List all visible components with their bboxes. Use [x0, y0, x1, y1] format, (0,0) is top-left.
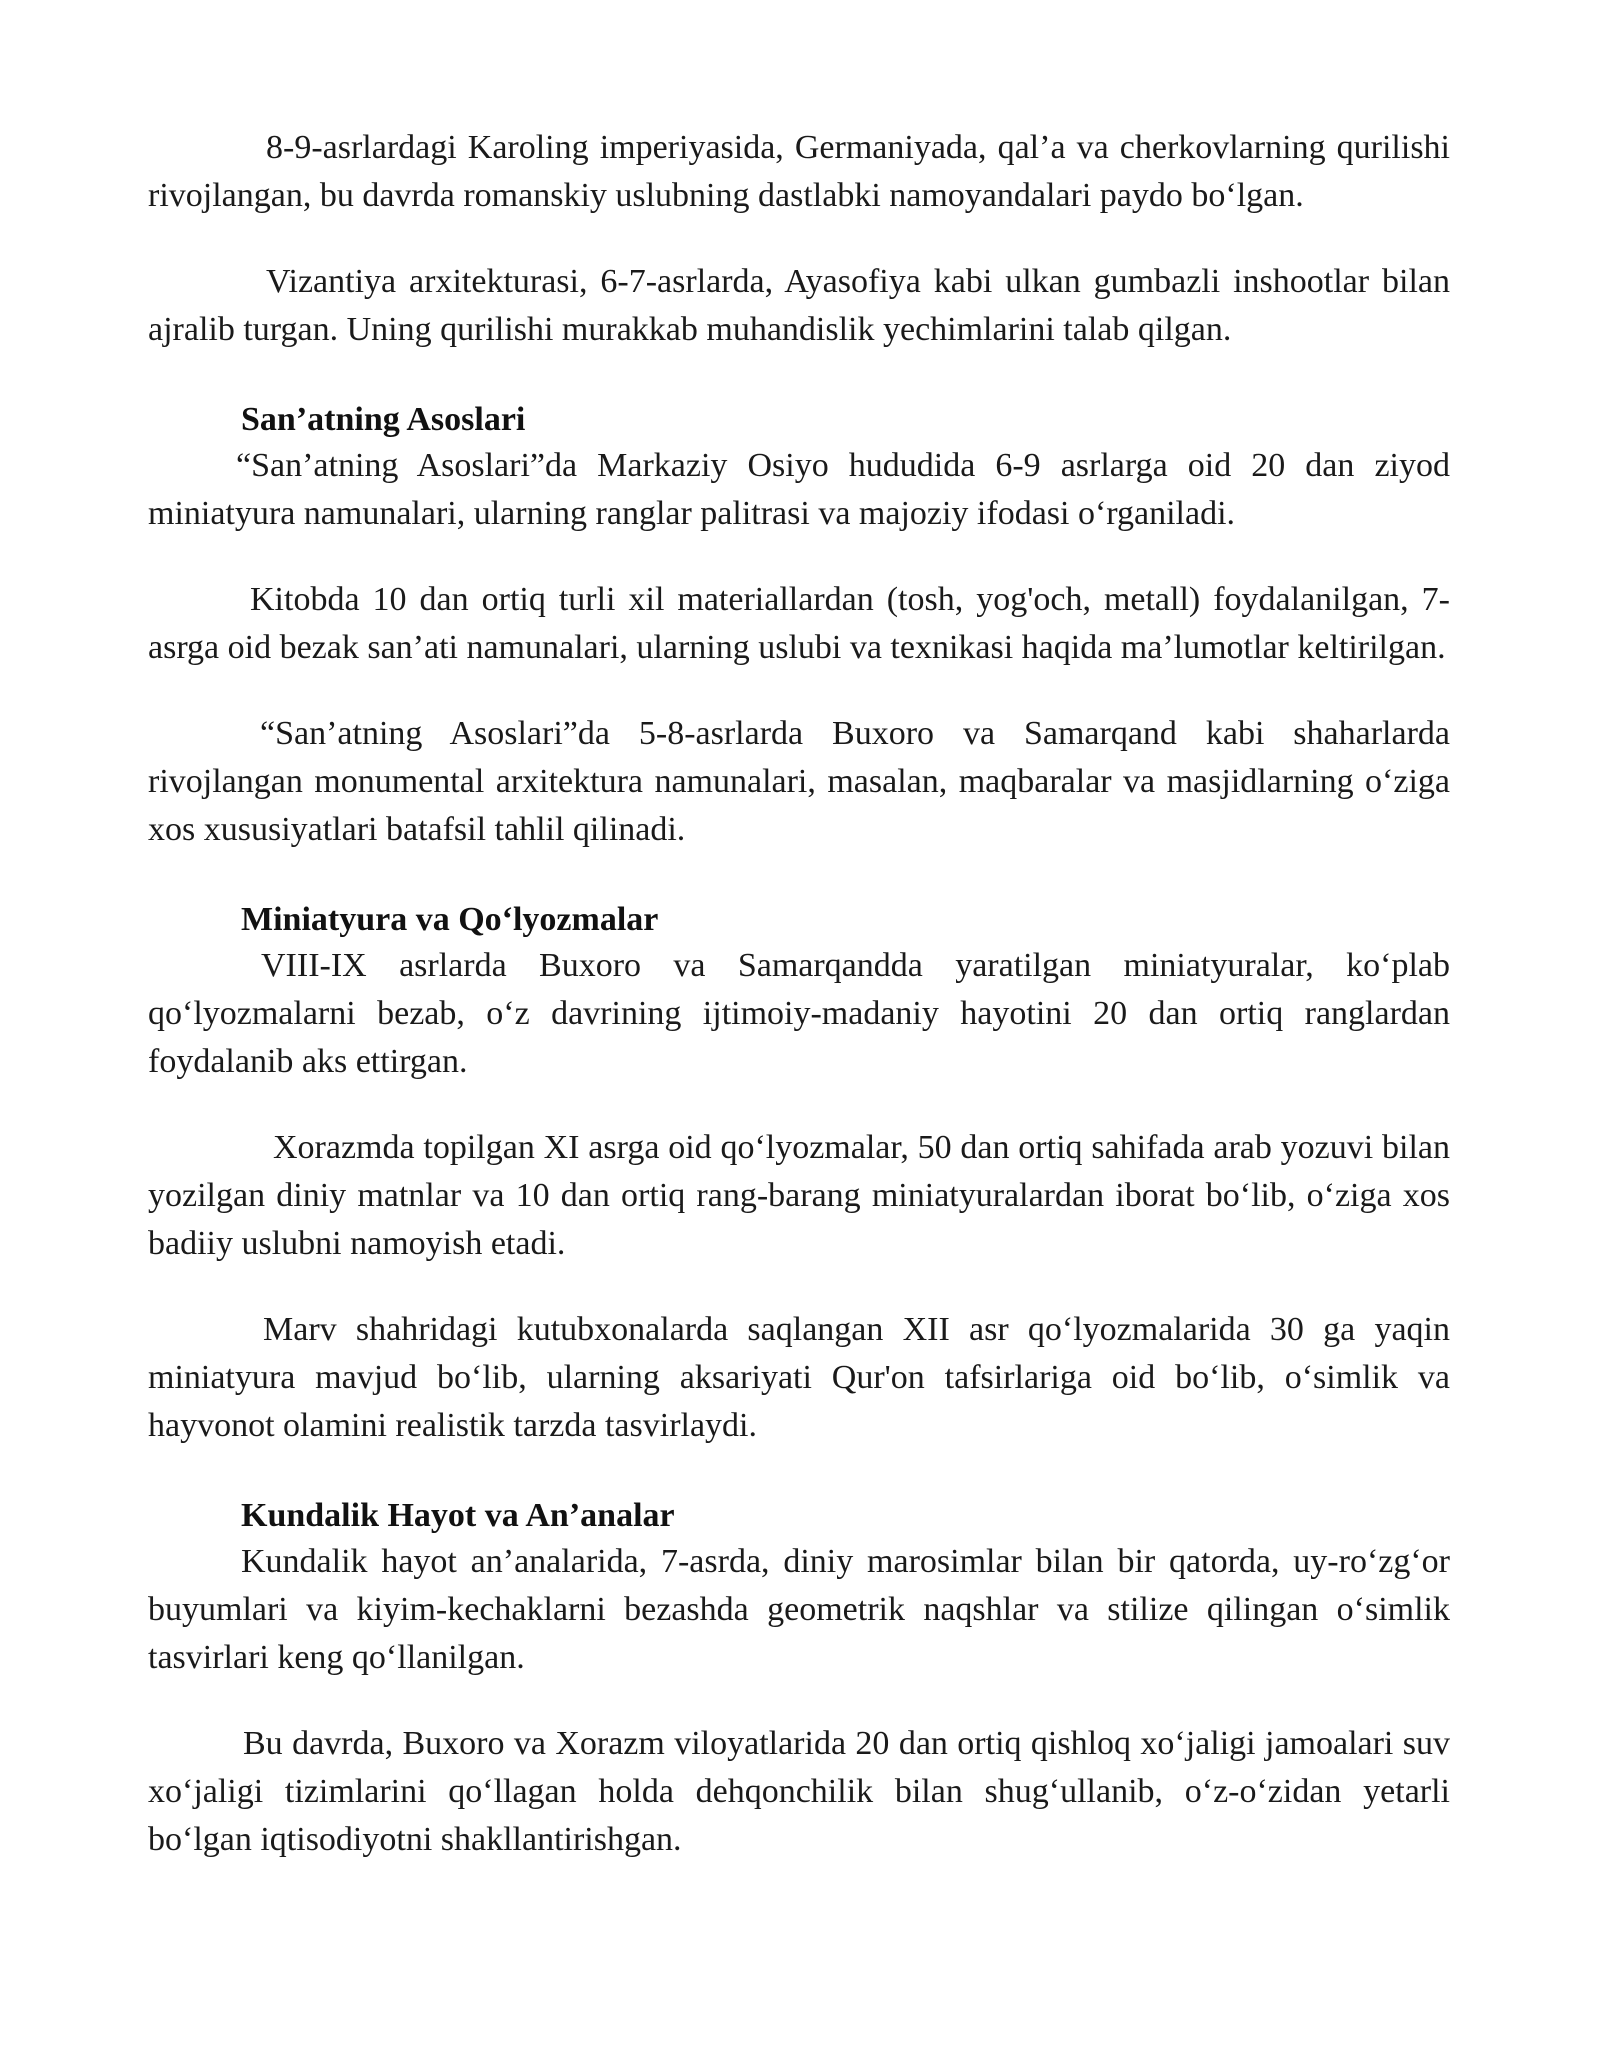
- paragraph: Vizantiya arxitekturasi, 6-7-asrlarda, Ayasofiya kabi ulkan gumbazli inshootlar bilan ajralib turgan. Uning qurilishi murakkab muhandislik yechimlarini talab qilgan.: [148, 263, 1450, 348]
- paragraph: VIII-IX asrlarda Buxoro va Samarqandda yaratilgan miniatyuralar, ko‘plab qo‘lyozmalarni bezab, o‘z davrining ijtimoiy-madaniy hayotini 20 dan ortiq ranglardan foydalanib aks ettirgan.: [148, 947, 1450, 1080]
- section-heading: San’atning Asoslari: [241, 401, 526, 438]
- paragraph: 8-9-asrlardagi Karoling imperiyasida, Germaniyada, qal’a va cherkovlarning qurilishi rivojlangan, bu davrda romanskiy uslubning dastlabki namoyandalari paydo bo‘lgan.: [148, 129, 1450, 214]
- paragraph: Kundalik hayot an’analarida, 7-asrda, diniy marosimlar bilan bir qatorda, uy-ro‘zg‘or buyumlari va kiyim-kechaklarni bezashda geometrik naqshlar va stilize qilingan o‘simlik tasvirlari keng qo‘llanilgan.: [148, 1543, 1450, 1676]
- paragraph: “San’atning Asoslari”da Markaziy Osiyo hududida 6-9 asrlarga oid 20 dan ziyod miniatyura namunalari, ularning ranglar palitrasi va majoziy ifodasi o‘rganiladi.: [148, 447, 1450, 532]
- paragraph: Bu davrda, Buxoro va Xorazm viloyatlarida 20 dan ortiq qishloq xo‘jaligi jamoalari suv xo‘jaligi tizimlarini qo‘llagan holda dehqonchilik bilan shug‘ullanib, o‘z-o‘zidan yetarli bo‘lgan iqtisodiyotni shakllantirishgan.: [148, 1725, 1450, 1858]
- paragraph: Xorazmda topilgan XI asrga oid qo‘lyozmalar, 50 dan ortiq sahifada arab yozuvi bilan yozilgan diniy matnlar va 10 dan ortiq rang-barang miniatyuralardan iborat bo‘lib, o‘ziga xos badiiy uslubni namoyish etadi.: [148, 1129, 1450, 1262]
- section-heading: Kundalik Hayot va An’analar: [241, 1497, 675, 1534]
- paragraph: Marv shahridagi kutubxonalarda saqlangan XII asr qo‘lyozmalarida 30 ga yaqin miniatyura mavjud bo‘lib, ularning aksariyati Qur'on tafsirlariga oid bo‘lib, o‘simlik va hayvonot olamini realistik tarzda tasvirlaydi.: [148, 1311, 1450, 1444]
- paragraph: “San’atning Asoslari”da 5-8-asrlarda Buxoro va Samarqand kabi shaharlarda rivojlangan monumental arxitektura namunalari, masalan, maqbaralar va masjidlarning o‘ziga xos xususiyatlari batafsil tahlil qilinadi.: [148, 715, 1450, 848]
- paragraph: Kitobda 10 dan ortiq turli xil materiallardan (tosh, yog'och, metall) foydalanilgan, 7-asrga oid bezak san’ati namunalari, ularning uslubi va texnikasi haqida ma’lumotlar keltirilgan.: [148, 581, 1450, 666]
- section-heading: Miniatyura va Qo‘lyozmalar: [241, 901, 659, 938]
- document-body: [148, 124, 1450, 1902]
